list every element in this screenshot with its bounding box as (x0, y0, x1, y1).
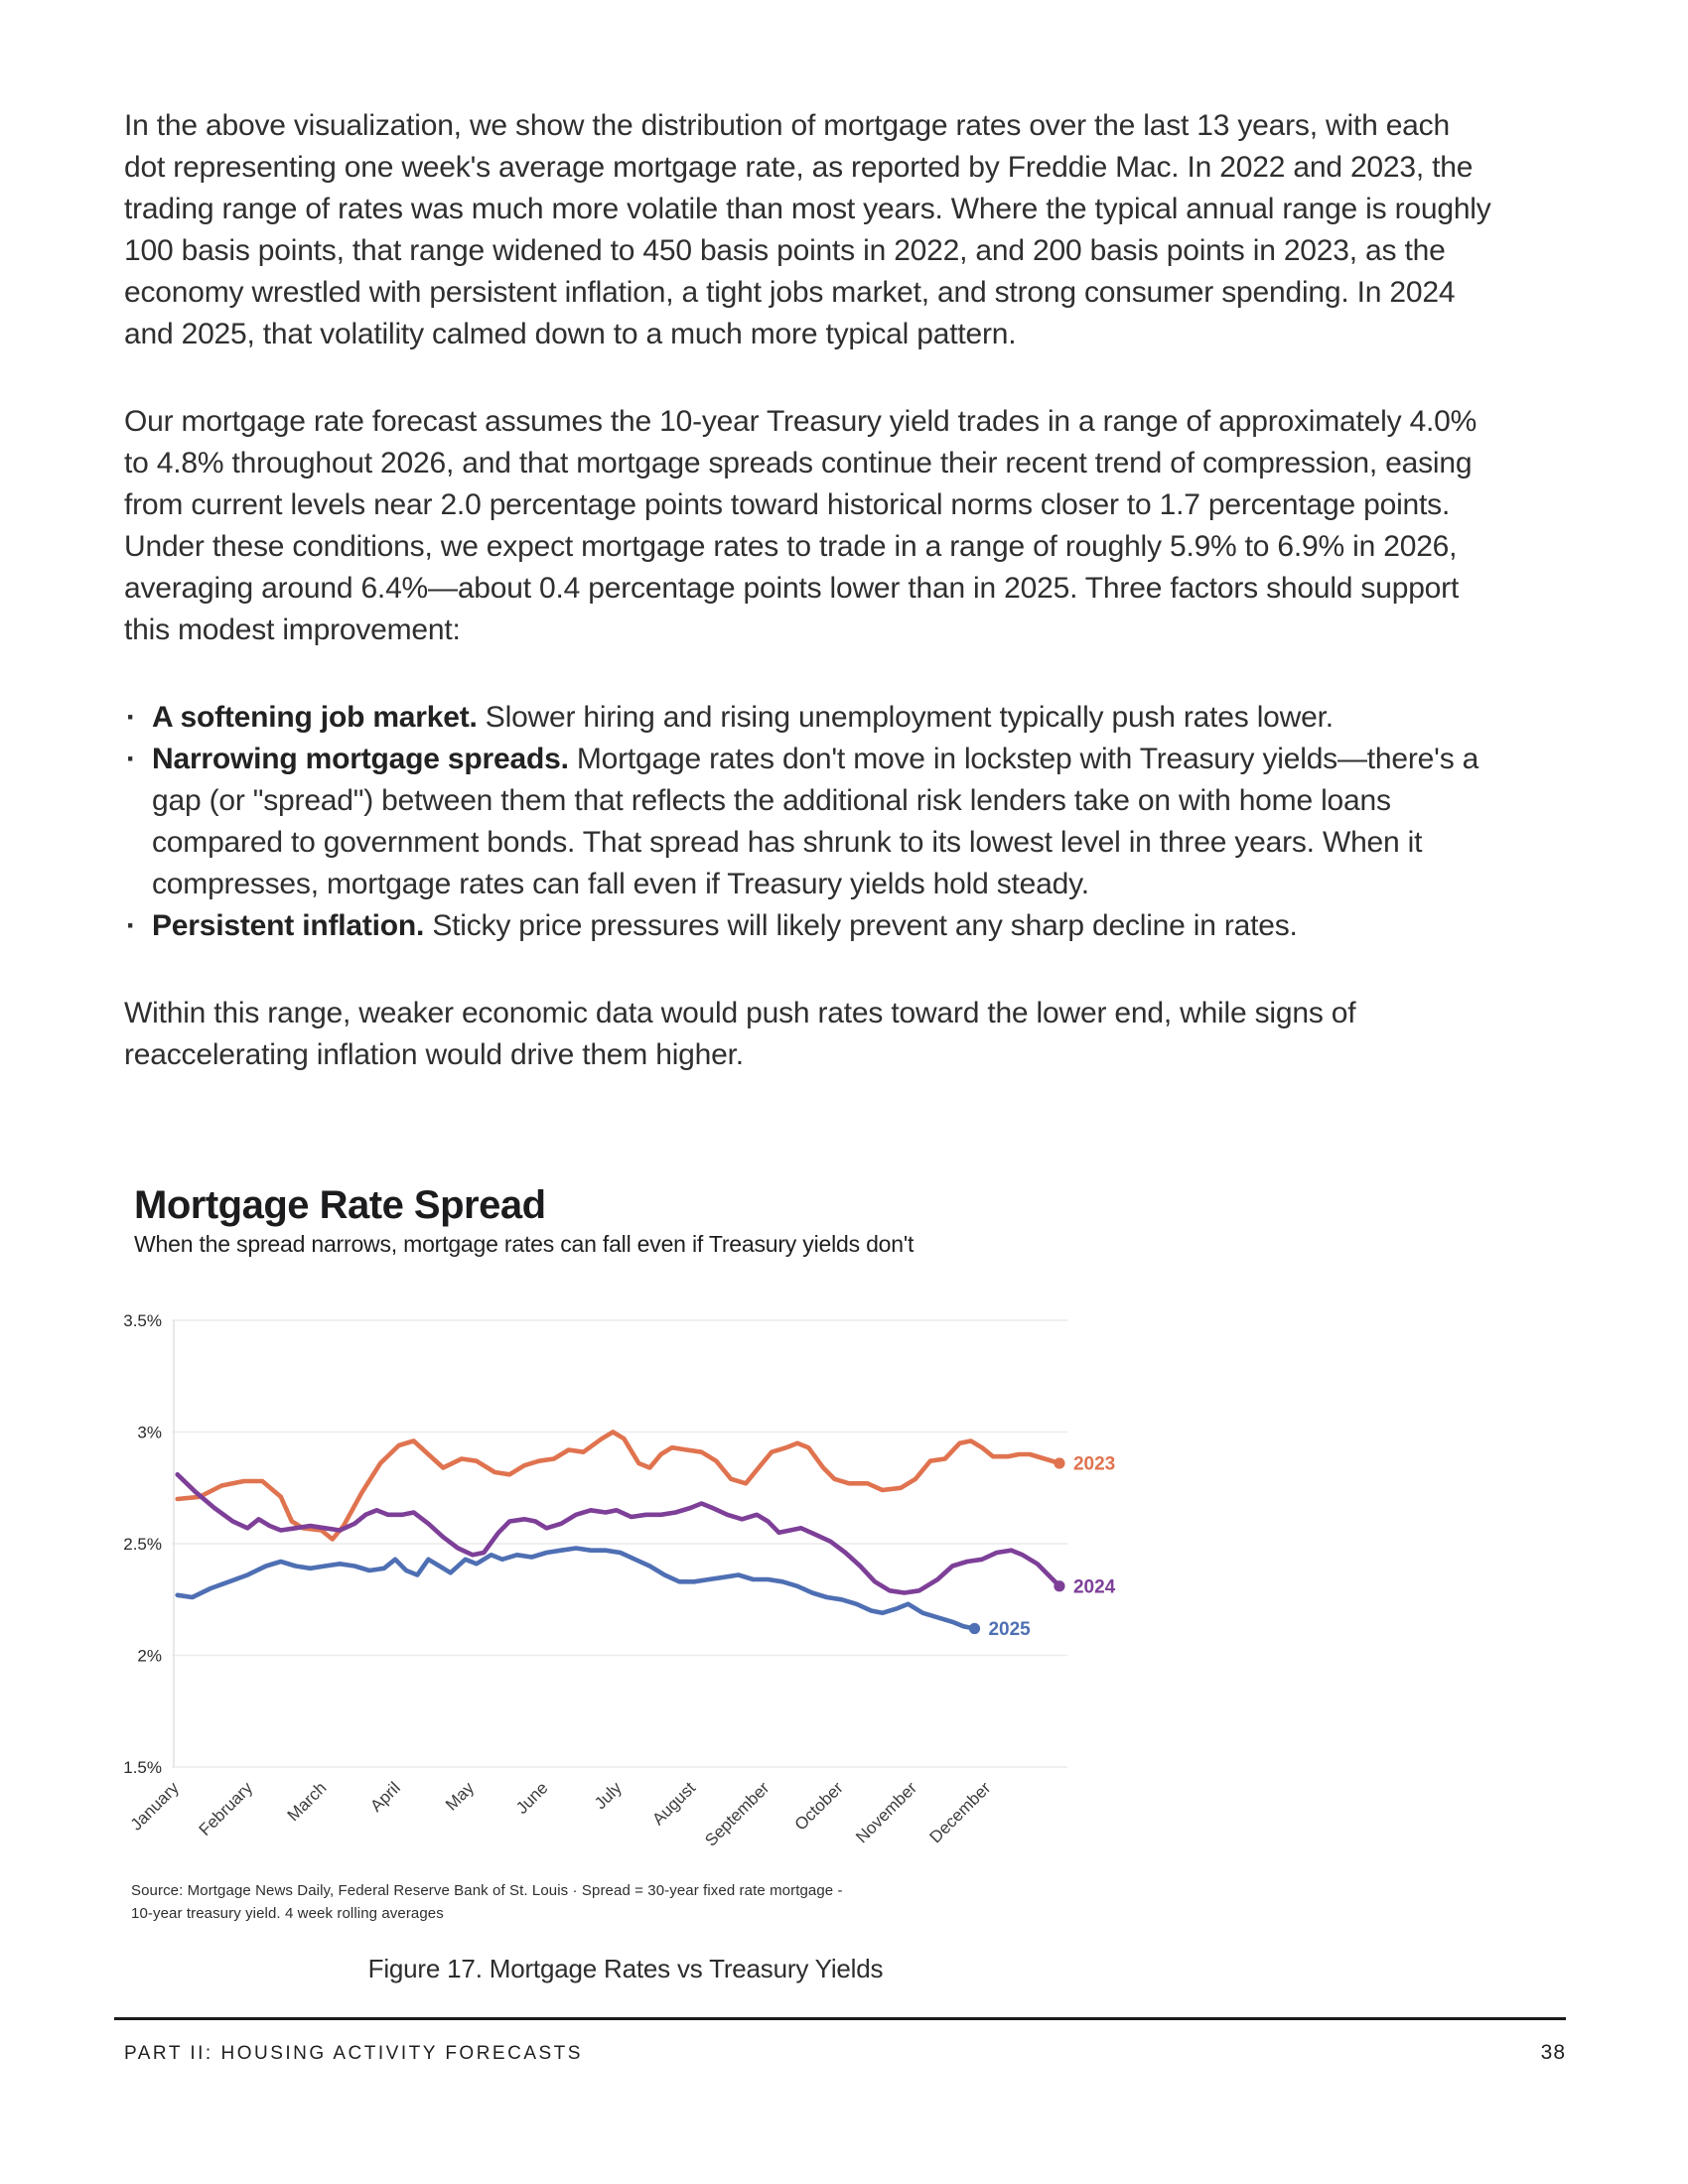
y-tick-label: 3% (137, 1423, 162, 1442)
paragraph-range: Within this range, weaker economic data would push rates toward the lower end, while signs of reaccelerating inflation would drive them higher. (124, 997, 1356, 1071)
bullet-item-inflation (124, 905, 1492, 947)
y-tick-label: 3.5% (123, 1311, 162, 1330)
footer-rule (114, 2017, 1566, 2020)
content-column (124, 105, 1492, 1122)
x-tick-label: August (648, 1778, 700, 1830)
source-note-line2: 10-year treasury yield. 4 week rolling averages (131, 1905, 444, 1922)
bullet-text: Slower hiring and rising unemployment typically push rates lower. (477, 701, 1334, 734)
bullet-lead: Narrowing mortgage spreads. (152, 743, 569, 775)
x-tick-label: January (126, 1778, 183, 1835)
bullet-item-job-market (124, 697, 1492, 739)
series-label-2025: 2025 (988, 1619, 1031, 1640)
x-tick-label: May (441, 1778, 479, 1815)
bullet-list (124, 697, 1492, 947)
source-note (131, 1879, 1025, 1925)
source-note-line1: Source: Mortgage News Daily, Federal Reserve Bank of St. Louis · Spread = 30-year fixed rate mortgage - (131, 1882, 843, 1899)
x-tick-label: March (283, 1778, 331, 1826)
x-tick-label: October (790, 1778, 847, 1835)
x-tick-label: June (511, 1778, 552, 1818)
bullet-lead: Persistent inflation. (152, 909, 425, 942)
series-end-dot-2024 (1054, 1580, 1064, 1591)
page-number: 38 (1540, 2041, 1566, 2064)
x-tick-label: February (195, 1778, 257, 1840)
series-end-dot-2023 (1054, 1457, 1064, 1468)
paragraph-forecast: Our mortgage rate forecast assumes the 10-year Treasury yield trades in a range of approximately 4.0% to 4.8% throughout 2026, and that mortgage spreads continue their recent trend of compression, easing from current levels near 2.0 percentage points toward historical norms closer to 1.7 percentage points. Under these conditions, we expect mortgage rates to trade in a range of roughly 5.9% to 6.9% in 2026, averaging around 6.4%—about 0.4 percentage points lower than in 2025. Three factors should support this modest improvement: (124, 405, 1477, 646)
paragraph-visualization: In the above visualization, we show the distribution of mortgage rates over the last 13 years, with each dot representing one week's average mortgage rate, as reported by Freddie Mac. In 2022 and 2023, the trading range of rates was much more volatile than most years. Where the typical annual range is roughly 100 basis points, that range widened to 450 basis points in 2022, and 200 basis points in 2023, as the economy wrestled with persistent inflation, a tight jobs market, and strong consumer spending. In 2024 and 2025, that volatility calmed down to a much more typical pattern. (124, 109, 1491, 350)
x-tick-label: September (701, 1778, 774, 1850)
chart-figure (99, 1291, 1152, 1861)
bullet-lead: A softening job market. (152, 701, 478, 734)
x-tick-label: November (852, 1778, 921, 1847)
spread-chart (99, 1291, 1152, 1861)
y-tick-label: 1.5% (123, 1758, 162, 1777)
y-tick-label: 2.5% (123, 1535, 162, 1554)
section-heading: Mortgage Rate Spread (134, 1183, 546, 1228)
bullet-item-spreads (124, 739, 1492, 905)
bullet-text: Mortgage rates don't move in lockstep with Treasury yields—there's a gap (or "spread") between them that reflects the additional risk lenders take on with home loans compared to government bonds. That spread has shrunk to its lowest level in three years. When it compresses, mortgage rates can fall even if Treasury yields hold steady. (152, 743, 1479, 900)
x-tick-label: July (590, 1778, 626, 1814)
bullet-text: Sticky price pressures will likely prevent any sharp decline in rates. (424, 909, 1298, 942)
series-line-2024 (178, 1474, 1059, 1592)
section-subtitle: When the spread narrows, mortgage rates can fall even if Treasury yields don't (134, 1231, 914, 1257)
series-label-2024: 2024 (1072, 1576, 1116, 1598)
footer (114, 2041, 1566, 2065)
series-end-dot-2025 (969, 1623, 980, 1634)
figure-caption: Figure 17. Mortgage Rates vs Treasury Yields (367, 1954, 884, 1983)
x-tick-label: April (366, 1778, 404, 1816)
series-label-2023: 2023 (1072, 1453, 1116, 1475)
series-line-2023 (178, 1433, 1059, 1540)
footer-section-title: PART II: HOUSING ACTIVITY FORECASTS (124, 2043, 583, 2064)
x-tick-label: December (925, 1778, 995, 1847)
y-tick-label: 2% (137, 1646, 162, 1666)
